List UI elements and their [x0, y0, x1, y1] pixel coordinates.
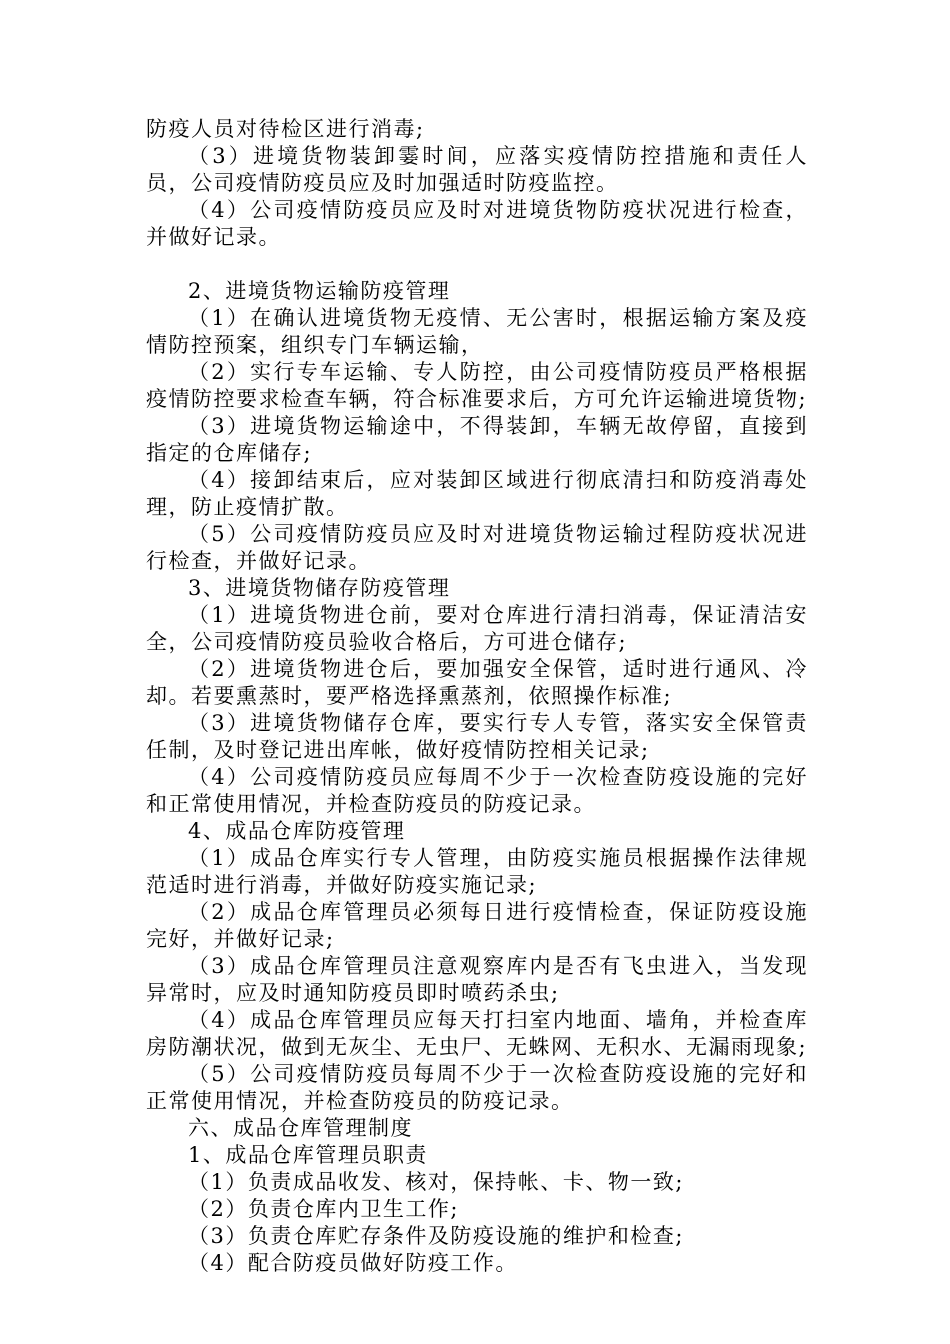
paragraph: （2）成品仓库管理员必须每日进行疫情检查，保证防疫设施完好，并做好记录;	[146, 900, 808, 951]
list-item: （1）负责成品收发、核对，保持帐、卡、物一致;	[188, 1170, 684, 1194]
paragraph: （4）接卸结束后，应对装卸区域进行彻底清扫和防疫消毒处理，防止疫情扩散。	[146, 468, 808, 519]
paragraph: （5）公司疫情防疫员每周不少于一次检查防疫设施的完好和正常使用情况，并检查防疫员的防疫记录。	[146, 1062, 808, 1113]
section-heading: 3、进境货物储存防疫管理	[188, 576, 451, 600]
paragraph: （4）公司疫情防疫员应及时对进境货物防疫状况进行检查，并做好记录。	[146, 198, 808, 249]
paragraph: （2）实行专车运输、专人防控，由公司疫情防疫员严格根据疫情防控要求检查车辆，符合标准要求后，方可允许运输进境货物;	[146, 360, 808, 411]
section-heading: 1、成品仓库管理员职责	[188, 1143, 428, 1167]
paragraph: （5）公司疫情防疫员应及时对进境货物运输过程防疫状况进行检查，并做好记录。	[146, 522, 808, 573]
chapter-heading: 六、成品仓库管理制度	[188, 1116, 413, 1140]
list-item: （2）负责仓库内卫生工作;	[188, 1197, 459, 1221]
paragraph: 防疫人员对待检区进行消毒;	[146, 117, 425, 141]
paragraph-gap	[146, 251, 808, 278]
paragraph: （2）进境货物进仓后，要加强安全保管，适时进行通风、冷却。若要熏蒸时，要严格选择熏蒸剂，依照操作标准;	[146, 657, 808, 708]
paragraph: （3）进境货物储存仓库，要实行专人专管，落实安全保管责任制，及时登记进出库帐，做好疫情防控相关记录;	[146, 711, 808, 762]
list-item: （4）配合防疫员做好防疫工作。	[188, 1251, 518, 1275]
paragraph: （1）进境货物进仓前，要对仓库进行清扫消毒，保证清洁安全，公司疫情防疫员验收合格后，方可进仓储存;	[146, 603, 808, 654]
paragraph: （3）进境货物运输途中，不得装卸，车辆无故停留，直接到指定的仓库储存;	[146, 414, 808, 465]
paragraph: （1）成品仓库实行专人管理，由防疫实施员根据操作法律规范适时进行消毒，并做好防疫实施记录;	[146, 846, 808, 897]
paragraph: （4）成品仓库管理员应每天打扫室内地面、墙角，并检查库房防潮状况，做到无灰尘、无虫尸、无蛛网、无积水、无漏雨现象;	[146, 1008, 808, 1059]
paragraph: （3）进境货物装卸霎时间，应落实疫情防控措施和责任人员，公司疫情防疫员应及时加强适时防疫监控。	[146, 144, 808, 195]
paragraph: （3）成品仓库管理员注意观察库内是否有飞虫进入，当发现异常时，应及时通知防疫员即时喷药杀虫;	[146, 954, 808, 1005]
paragraph: （4）公司疫情防疫员应每周不少于一次检查防疫设施的完好和正常使用情况，并检查防疫员的防疫记录。	[146, 765, 808, 816]
paragraph: （1）在确认进境货物无疫情、无公害时，根据运输方案及疫情防控预案，组织专门车辆运输，	[146, 306, 808, 357]
section-heading: 2、进境货物运输防疫管理	[188, 279, 451, 303]
document-body	[146, 116, 808, 1277]
section-heading: 4、成品仓库防疫管理	[188, 819, 406, 843]
list-item: （3）负责仓库贮存条件及防疫设施的维护和检查;	[188, 1224, 684, 1248]
